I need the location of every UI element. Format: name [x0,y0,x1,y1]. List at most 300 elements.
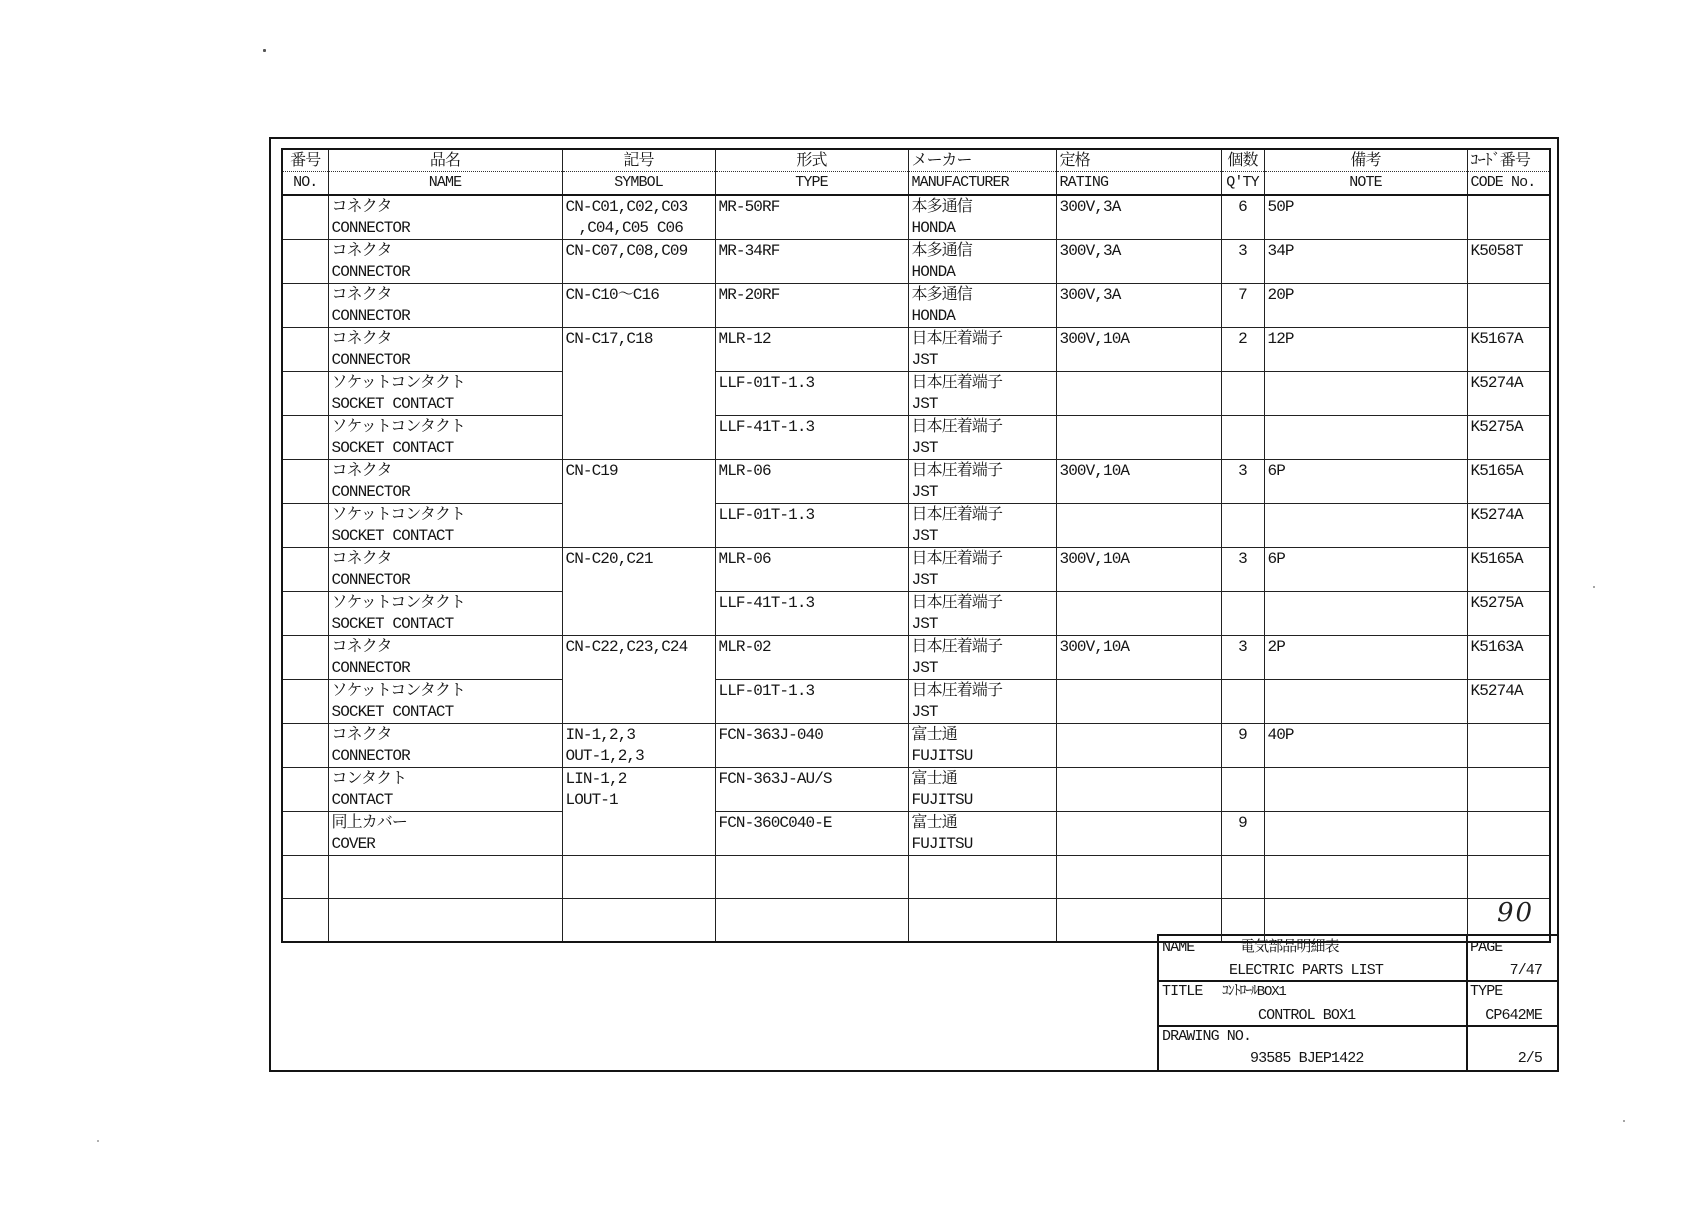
type-text: LLF-01T-1.3 [718,506,815,524]
type-text: MR-34RF [718,242,780,260]
rating-text: 300V,3A [1059,198,1121,216]
header-label-jp: 番号 [283,150,328,172]
table-row [282,460,1550,504]
cell-code [1467,328,1550,372]
qty-text: 3 [1238,242,1247,260]
cell-rating [1056,899,1221,942]
cell-rating [1056,195,1221,240]
cell-code [1467,812,1550,856]
name-text: SOCKET CONTACT [331,615,454,633]
maker-text: FUJITSU [911,747,973,765]
parts-table-header [282,149,1550,195]
header-label-jp: 品名 [329,150,562,172]
type-text: MLR-02 [718,638,771,656]
header-cell-code [1467,149,1550,195]
cell-rating [1056,592,1221,636]
header-row [282,149,1550,195]
code-text: K5274A [1470,682,1523,700]
code-text: K5165A [1470,550,1523,568]
code-text: K5163A [1470,638,1523,656]
rating-text [1060,813,1218,834]
note-text [1268,681,1464,702]
header-label-en: TYPE [795,174,828,191]
no-text [286,285,325,306]
cell-maker [908,856,1056,899]
cell-note [1264,195,1467,240]
header-label-en: NO. [293,174,318,191]
maker-text: JST [911,351,938,369]
name-text: SOCKET CONTACT [331,527,454,545]
note-text: 20P [1267,286,1294,304]
header-label-en: MANUFACTURER [911,174,1009,191]
cell-maker [908,328,1056,372]
title-en: CONTROL BOX1 [1258,1007,1356,1024]
cell-code [1467,240,1550,284]
name-text: コネクタ [331,242,392,260]
cell-maker [908,592,1056,636]
cell-name [328,504,562,548]
cell-symbol [562,856,715,899]
cell-no [282,592,328,636]
cell-rating [1056,724,1221,768]
cell-maker [908,416,1056,460]
table-row [282,768,1550,812]
cell-maker [908,636,1056,680]
qty-text [1222,857,1264,878]
maker-text [912,900,1053,921]
name-text: コネクタ [331,638,392,656]
cell-type [715,372,908,416]
table-row [282,416,1550,460]
note-text [1268,417,1464,438]
type-value: CP642ME [1485,1007,1542,1024]
cell-symbol [562,195,715,240]
cell-note [1264,416,1467,460]
note-text [1268,593,1464,614]
name-text: CONNECTOR [331,659,410,677]
header-label-en: RATING [1059,174,1109,191]
cell-symbol [562,636,715,724]
code-text: K5275A [1470,418,1523,436]
cell-rating [1056,328,1221,372]
name-text: 同上カバー [331,814,408,832]
parts-table [281,148,1551,943]
scan-speck [97,1140,99,1142]
note-text: 50P [1267,198,1294,216]
cell-no [282,284,328,328]
no-text [286,197,325,218]
cell-qty [1221,680,1264,724]
cell-qty [1221,504,1264,548]
cell-maker [908,195,1056,240]
cell-type [715,856,908,899]
name-text: ソケットコンタクト [331,682,466,700]
cell-code [1467,856,1550,899]
name-text: ソケットコンタクト [331,418,466,436]
cell-note [1264,899,1467,942]
cell-name [328,812,562,856]
type-text: FCN-363J-040 [718,726,823,744]
no-text [286,725,325,746]
cell-name [328,636,562,680]
note-text [1268,373,1464,394]
cell-no [282,548,328,592]
cell-symbol [562,460,715,548]
cell-qty [1221,240,1264,284]
cell-type [715,460,908,504]
symbol-text: LOUT-1 [565,791,618,809]
code-text [1471,813,1547,834]
header-label-jp: 記号 [563,150,715,172]
scan-speck [1623,1120,1625,1122]
maker-text: JST [911,439,938,457]
type-text: MR-50RF [718,198,780,216]
cell-code [1467,724,1550,768]
maker-text: 日本圧着端子 [911,638,1003,656]
rating-text [1060,900,1218,921]
symbol-text [566,857,712,878]
rating-text: 300V,10A [1059,638,1130,656]
name-text: CONNECTOR [331,351,410,369]
maker-text: HONDA [911,263,956,281]
type-text: LLF-01T-1.3 [718,682,815,700]
cell-note [1264,284,1467,328]
cell-type [715,724,908,768]
name-text: コネクタ [331,330,392,348]
type-text: LLF-41T-1.3 [718,594,815,612]
cell-type [715,504,908,548]
cell-rating [1056,504,1221,548]
no-text [286,329,325,350]
cell-qty [1221,724,1264,768]
table-row [282,504,1550,548]
type-text: MLR-12 [718,330,771,348]
symbol-text: CN-C10～C16 [565,286,659,304]
cell-symbol [562,240,715,284]
cell-type [715,636,908,680]
cell-note [1264,724,1467,768]
name-text: コネクタ [331,726,392,744]
symbol-text: CN-C17,C18 [565,330,653,348]
cell-code [1467,460,1550,504]
cell-rating [1056,548,1221,592]
cell-rating [1056,856,1221,899]
note-text [1268,505,1464,526]
qty-text: 2 [1238,330,1247,348]
cell-code [1467,504,1550,548]
cell-name [328,460,562,504]
name-text: CONNECTOR [331,483,410,501]
qty-text: 7 [1238,286,1247,304]
drawing-number: 93585 BJEP1422 [1250,1050,1364,1067]
cell-code [1467,592,1550,636]
cell-name [328,548,562,592]
maker-text: JST [911,659,938,677]
cell-maker [908,724,1056,768]
cell-type [715,592,908,636]
cell-maker [908,240,1056,284]
cell-qty [1221,592,1264,636]
no-text [286,549,325,570]
rating-text: 300V,10A [1059,462,1130,480]
name-text: SOCKET CONTACT [331,395,454,413]
note-text [1268,900,1464,921]
note-text: 2P [1267,638,1285,656]
cell-qty [1221,460,1264,504]
code-text [1471,197,1547,218]
qty-text: 3 [1238,462,1247,480]
type-text [719,900,905,921]
title-block [1157,934,1557,1070]
cell-qty [1221,856,1264,899]
qty-text: 9 [1238,814,1247,832]
cell-rating [1056,812,1221,856]
symbol-text: CN-C20,C21 [565,550,653,568]
header-cell-name [328,149,562,195]
type-text: LLF-41T-1.3 [718,418,815,436]
cell-note [1264,812,1467,856]
name-text: コネクタ [331,286,392,304]
maker-text: 富士通 [911,770,957,788]
type-text [719,857,905,878]
cell-code [1467,548,1550,592]
note-text: 6P [1267,462,1285,480]
maker-text: JST [911,703,938,721]
cell-qty [1221,899,1264,942]
cell-rating [1056,636,1221,680]
name-text [332,857,559,878]
cell-code [1467,636,1550,680]
cell-qty [1221,284,1264,328]
cell-no [282,372,328,416]
header-cell-qty [1221,149,1264,195]
cell-type [715,284,908,328]
cell-code [1467,416,1550,460]
header-label-en: CODE No. [1470,174,1536,191]
cell-note [1264,548,1467,592]
no-text [286,417,325,438]
header-label-en: NOTE [1349,174,1382,191]
name-text: CONNECTOR [331,747,410,765]
cell-name [328,416,562,460]
qty-text [1222,681,1264,702]
header-label-en: SYMBOL [614,174,663,191]
cell-name [328,899,562,942]
maker-text: 日本圧着端子 [911,462,1003,480]
no-text [286,637,325,658]
maker-text: FUJITSU [911,835,973,853]
cell-name [328,724,562,768]
title-block-divider [1159,980,1557,982]
code-text: K5274A [1470,374,1523,392]
maker-text: 日本圧着端子 [911,682,1003,700]
qty-text [1222,900,1264,921]
cell-qty [1221,328,1264,372]
cell-name [328,768,562,812]
cell-maker [908,372,1056,416]
type-text: FCN-360C040-E [718,814,832,832]
cell-note [1264,372,1467,416]
type-text: MR-20RF [718,286,780,304]
rating-text [1060,373,1218,394]
cell-note [1264,592,1467,636]
cell-qty [1221,416,1264,460]
qty-text [1222,373,1264,394]
cell-rating [1056,460,1221,504]
cell-qty [1221,812,1264,856]
qty-text: 3 [1238,638,1247,656]
cell-qty [1221,768,1264,812]
rating-text: 300V,10A [1059,550,1130,568]
maker-text: JST [911,615,938,633]
cell-no [282,856,328,899]
note-text [1268,857,1464,878]
qty-text [1222,593,1264,614]
title-block-divider [1466,936,1468,1072]
no-text [286,505,325,526]
cell-name [328,680,562,724]
maker-text: 日本圧着端子 [911,506,1003,524]
name-label: NAME [1162,939,1195,956]
cell-code [1467,680,1550,724]
name-text: ソケットコンタクト [331,374,466,392]
cell-type [715,812,908,856]
sheet-number: 2/5 [1517,1050,1542,1067]
cell-maker [908,680,1056,724]
symbol-text: CN-C19 [565,462,618,480]
rating-text: 300V,3A [1059,242,1121,260]
cell-maker [908,548,1056,592]
cell-note [1264,856,1467,899]
table-row [282,812,1550,856]
qty-text [1222,769,1264,790]
cell-note [1264,636,1467,680]
maker-text: 本多通信 [911,198,972,216]
cell-maker [908,899,1056,942]
cell-symbol [562,768,715,856]
symbol-text [566,900,712,921]
cell-qty [1221,195,1264,240]
maker-text: JST [911,527,938,545]
table-row [282,724,1550,768]
cell-rating [1056,372,1221,416]
table-row [282,680,1550,724]
name-text: ソケットコンタクト [331,594,466,612]
header-label-jp: 個数 [1222,150,1264,172]
cell-symbol [562,284,715,328]
code-text: K5165A [1470,462,1523,480]
no-text [286,681,325,702]
table-row [282,899,1550,942]
cell-no [282,240,328,284]
cell-symbol [562,328,715,460]
cell-rating [1056,240,1221,284]
cell-symbol [562,899,715,942]
name-text: SOCKET CONTACT [331,703,454,721]
note-text: 6P [1267,550,1285,568]
rating-text [1060,505,1218,526]
header-label-jp: ｺｰﾄﾞ番号 [1468,150,1550,172]
header-cell-maker [908,149,1056,195]
header-label-jp: メーカー [909,150,1056,172]
cell-name [328,328,562,372]
no-text [286,461,325,482]
document-name-en: ELECTRIC PARTS LIST [1229,962,1383,979]
cell-type [715,768,908,812]
name-text: ソケットコンタクト [331,506,466,524]
type-text: LLF-01T-1.3 [718,374,815,392]
rating-text [1060,593,1218,614]
cell-name [328,195,562,240]
name-text: CONNECTOR [331,307,410,325]
qty-text: 9 [1238,726,1247,744]
header-cell-type [715,149,908,195]
cell-no [282,416,328,460]
name-text: コネクタ [331,198,392,216]
name-text: COVER [331,835,376,853]
drawing-number-label: DRAWING NO. [1162,1028,1252,1045]
symbol-text: CN-C07,C08,C09 [565,242,688,260]
cell-code [1467,284,1550,328]
maker-text: JST [911,395,938,413]
cell-maker [908,460,1056,504]
name-text: CONTACT [331,791,393,809]
cell-code [1467,372,1550,416]
no-text [286,900,325,921]
table-row [282,328,1550,372]
type-text: FCN-363J-AU/S [718,770,832,788]
cell-maker [908,768,1056,812]
table-row [282,856,1550,899]
cell-qty [1221,636,1264,680]
type-label: TYPE [1470,983,1503,1000]
document-name-jp: 電気部品明細表 [1240,939,1339,956]
cell-type [715,195,908,240]
parts-table-body [282,195,1550,942]
cell-no [282,768,328,812]
cell-maker [908,812,1056,856]
cell-rating [1056,680,1221,724]
page-label: PAGE [1470,939,1503,956]
cell-no [282,899,328,942]
qty-text: 3 [1238,550,1247,568]
cell-symbol [562,548,715,636]
table-row [282,372,1550,416]
title-label: TITLE [1162,983,1203,1000]
cell-maker [908,284,1056,328]
symbol-text: CN-C22,C23,C24 [565,638,688,656]
cell-no [282,460,328,504]
symbol-text: LIN-1,2 [565,770,627,788]
cell-note [1264,460,1467,504]
cell-code [1467,768,1550,812]
cell-note [1264,504,1467,548]
maker-text: HONDA [911,307,956,325]
note-text: 34P [1267,242,1294,260]
maker-text: HONDA [911,219,956,237]
cell-no [282,812,328,856]
maker-text: 日本圧着端子 [911,594,1003,612]
cell-no [282,328,328,372]
qty-text: 6 [1238,198,1247,216]
code-text [1471,725,1547,746]
cell-note [1264,240,1467,284]
maker-text [912,857,1053,878]
cell-name [328,856,562,899]
maker-text: 富士通 [911,726,957,744]
qty-text [1222,417,1264,438]
table-row [282,548,1550,592]
